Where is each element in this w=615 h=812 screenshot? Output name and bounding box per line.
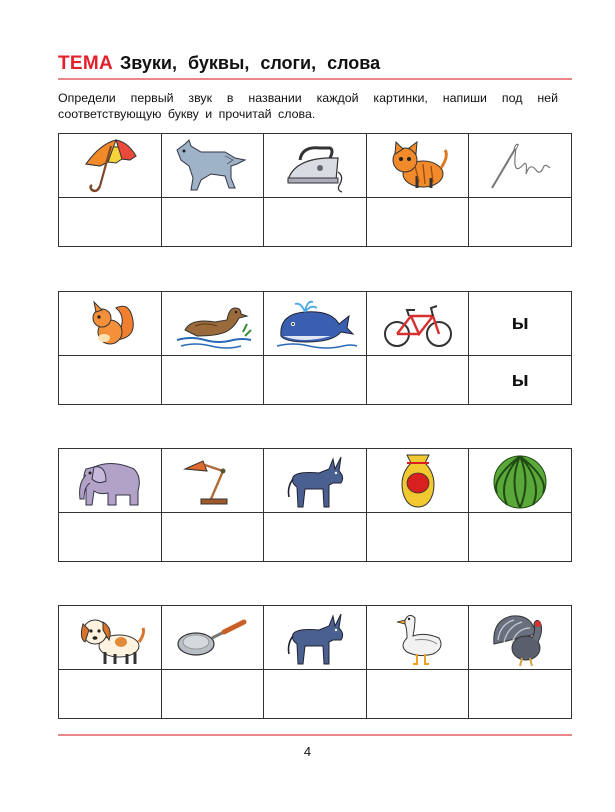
picture-cell: [264, 449, 367, 513]
exercise-table-1: [58, 133, 572, 247]
needle-icon: [482, 136, 558, 196]
answer-cell[interactable]: [161, 513, 264, 562]
picture-cell: [469, 134, 572, 198]
picture-cell: [366, 292, 469, 356]
answer-cell[interactable]: [264, 513, 367, 562]
exercise-table-2: [58, 291, 572, 405]
picture-cell: [59, 292, 162, 356]
page-title: Звуки, буквы, слоги, слова: [120, 53, 381, 73]
topic-label: ТЕМА: [58, 53, 114, 74]
whale-icon: [273, 294, 357, 354]
letter-cell: [469, 292, 572, 356]
squirrel-icon: [80, 294, 140, 354]
page-number: 4: [303, 744, 312, 759]
picture-cell: [161, 606, 264, 670]
page-header: [58, 52, 573, 76]
picture-cell: [469, 449, 572, 513]
wolf-icon: [171, 136, 253, 196]
picture-cell: [59, 449, 162, 513]
elephant-icon: [72, 451, 148, 511]
picture-cell: [59, 134, 162, 198]
donkey-icon: [283, 451, 347, 511]
picture-cell: [161, 292, 264, 356]
task-instruction: Определи первый звук в названии каждой картинки, напиши под ней соответствующую букву и прочитай слова.: [58, 91, 558, 121]
answer-cell[interactable]: [59, 513, 162, 562]
answer-cell[interactable]: [264, 670, 367, 719]
picture-cell: [264, 134, 367, 198]
picture-cell: [264, 606, 367, 670]
header-divider: [58, 78, 572, 80]
duck-icon: [171, 294, 253, 354]
picture-cell: [161, 449, 264, 513]
answer-cell[interactable]: [469, 670, 572, 719]
picture-cell: [161, 134, 264, 198]
bicycle-icon: [381, 294, 455, 354]
picture-cell: [264, 292, 367, 356]
answer-cell[interactable]: [161, 356, 264, 405]
picture-cell: [59, 606, 162, 670]
picture-cell: [469, 606, 572, 670]
answer-cell[interactable]: [59, 198, 162, 247]
answer-cell[interactable]: [366, 198, 469, 247]
dog-icon: [73, 608, 147, 668]
answer-cell[interactable]: [469, 513, 572, 562]
answer-cell[interactable]: [469, 198, 572, 247]
answer-cell[interactable]: [59, 356, 162, 405]
answer-cell[interactable]: [366, 670, 469, 719]
answer-cell[interactable]: [264, 356, 367, 405]
picture-cell: [366, 449, 469, 513]
watermelon-icon: [489, 451, 551, 511]
lamp-icon: [177, 451, 247, 511]
picture-cell: [366, 606, 469, 670]
frying-pan-icon: [174, 608, 250, 668]
cat-icon: [387, 136, 449, 196]
goose-icon: [385, 608, 451, 668]
turkey-icon: [486, 608, 554, 668]
answer-cell[interactable]: [59, 670, 162, 719]
answer-cell[interactable]: ы: [469, 356, 572, 405]
footer-divider: [58, 734, 572, 736]
iron-icon: [280, 136, 350, 196]
answer-cell[interactable]: [264, 198, 367, 247]
exercise-table-4: [58, 605, 572, 719]
answer-cell[interactable]: [366, 513, 469, 562]
answer-cell[interactable]: [366, 356, 469, 405]
picture-cell: [366, 134, 469, 198]
letter-hint: ы: [511, 312, 529, 334]
donkey-icon: [283, 608, 347, 668]
answer-cell[interactable]: [161, 670, 264, 719]
umbrella-icon: [78, 136, 142, 196]
answer-cell[interactable]: [161, 198, 264, 247]
exercise-table-3: [58, 448, 572, 562]
vase-icon: [395, 451, 441, 511]
